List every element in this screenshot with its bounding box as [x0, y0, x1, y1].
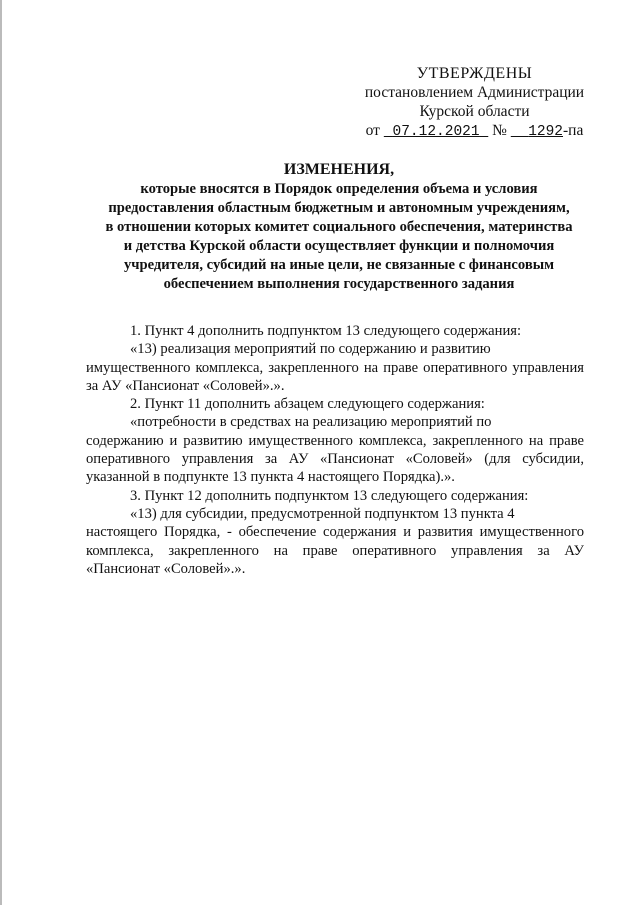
heading-line: учредителя, субсидий на иные цели, не связанные с финансовым	[123, 257, 555, 273]
approval-title: УТВЕРЖДЕНЫ	[416, 65, 533, 82]
approval-stamp	[362, 64, 587, 142]
item-1-head: 1. Пункт 4 дополнить подпунктом 13 следующего содержания:	[130, 323, 522, 339]
approval-line-1: постановлением Администрации	[364, 84, 585, 101]
heading-line: в отношении которых комитет социального обеспечения, материнства	[105, 219, 573, 235]
number-prefix: №	[492, 122, 507, 139]
heading-line: которые вносятся в Порядок определения объема и условия	[140, 181, 538, 197]
approval-date: 07.12.2021	[392, 124, 480, 140]
item-2-head: 2. Пункт 11 дополнить абзацем следующего содержания:	[130, 396, 485, 413]
heading-line: обеспечением выполнения государственного задания	[163, 276, 515, 292]
item-3-text-rest: настоящего Порядка, - обеспечение содержания и развития имущественного комплекса, закрепленного на праве оперативного управления за АУ «Пансионат «Соловей».».	[86, 524, 584, 577]
item-3-head: 3. Пункт 12 дополнить подпунктом 13 следующего содержания:	[130, 487, 529, 504]
item-2-text-rest: содержанию и развитию имущественного комплекса, закрепленного на праве оперативного управления за АУ «Пансионат «Соловей» (для субсидии, указанной в подпункте 13 пункта 4 настоящего Порядка).».	[86, 432, 584, 486]
item-1-text-first: «13) реализация мероприятий по содержанию и развитию	[130, 341, 491, 358]
date-prefix: от	[365, 122, 380, 139]
heading-line: и детства Курской области осуществляет функции и полномочия	[123, 238, 555, 254]
document-heading	[90, 160, 588, 294]
heading-main: ИЗМЕНЕНИЯ,	[283, 161, 395, 178]
item-2-text-first: «потребности в средствах на реализацию мероприятий по	[130, 414, 492, 431]
approval-number: 1292	[528, 124, 564, 140]
item-3-text-first: «13) для субсидии, предусмотренной подпунктом 13 пункта 4	[130, 505, 515, 522]
approval-line-2: Курской области	[419, 103, 530, 120]
document-body	[86, 322, 584, 578]
number-suffix: -па	[563, 122, 584, 139]
scan-edge	[0, 0, 2, 905]
heading-line: предоставления областным бюджетным и автономным учреждениям,	[108, 200, 570, 216]
approval-date-line	[362, 121, 587, 142]
item-1-text-rest: имущественного комплекса, закрепленного на праве оперативного управления за АУ «Пансионат «Соловей».».	[86, 359, 584, 394]
